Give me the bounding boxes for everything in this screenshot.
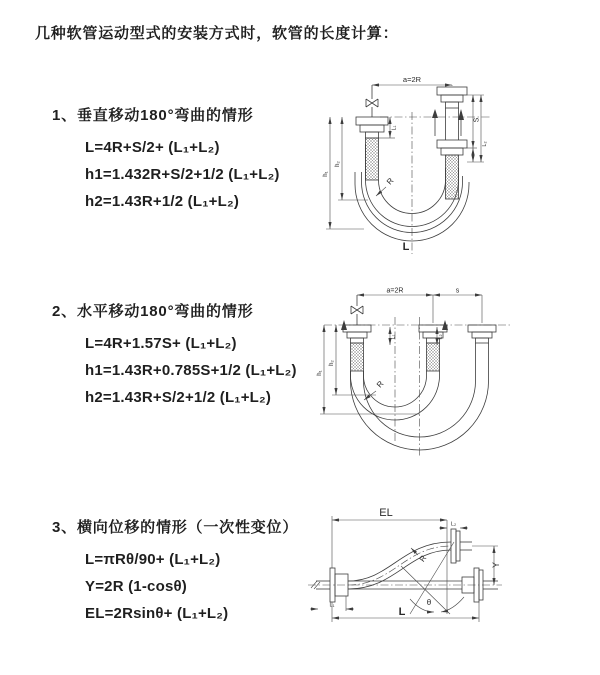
dim-label-radius: R bbox=[417, 553, 429, 564]
dimension-offset-y bbox=[491, 546, 501, 585]
formula-line: L=4R+1.57S+ (L₁+L₂) bbox=[85, 335, 237, 352]
hose-s-curve bbox=[348, 542, 451, 589]
braided-hose-right bbox=[446, 155, 459, 199]
formula-line: L=πRθ/90+ (L₁+L₂) bbox=[85, 551, 221, 568]
dim-label-span: a=2R bbox=[402, 75, 422, 84]
formula-line: L=4R+S/2+ (L₁+L₂) bbox=[85, 139, 220, 156]
formula-list bbox=[85, 330, 297, 411]
dim-label-fitting2: L₂ bbox=[437, 334, 444, 340]
dim-label-h1: h₁ bbox=[323, 171, 329, 177]
formula-line: EL=2Rsinθ+ (L₁+L₂) bbox=[85, 605, 229, 622]
dim-label-h2: h₂ bbox=[329, 360, 335, 366]
construction-lines bbox=[401, 520, 464, 614]
dim-label-fitting2: L₂ bbox=[482, 141, 488, 147]
dim-label-fitting1: L₁ bbox=[390, 334, 397, 340]
diagram-vertical-180-bend-svg bbox=[320, 72, 588, 260]
dim-label-offset: Y bbox=[491, 561, 501, 569]
dimension-h2 bbox=[335, 117, 368, 200]
flange-1 bbox=[343, 325, 371, 343]
braided-hose-1 bbox=[351, 343, 364, 371]
diagram-lateral-displacement bbox=[302, 502, 600, 652]
diagram-horizontal-180-bend bbox=[316, 283, 596, 465]
flange-3 bbox=[468, 325, 496, 379]
braided-hose-2 bbox=[427, 343, 440, 371]
section-heading: 3、横向位移的情形（一次性变位） bbox=[52, 519, 299, 536]
formula-line: h1=1.43R+0.785S+1/2 (L₁+L₂) bbox=[85, 362, 297, 379]
dim-label-span: a=2R bbox=[386, 287, 404, 295]
movement-arrow bbox=[432, 109, 464, 136]
dimension-fitting1 bbox=[390, 327, 397, 345]
dim-label-radius: R bbox=[374, 379, 386, 390]
dim-label-length: L bbox=[398, 606, 406, 618]
section-heading: 2、水平移动180°弯曲的情形 bbox=[52, 303, 254, 320]
valve-icon bbox=[366, 85, 378, 117]
flange-right bbox=[437, 87, 467, 155]
dim-label-h1: h₁ bbox=[317, 370, 323, 376]
section-horizontal-movement bbox=[52, 300, 297, 411]
formula-line: h1=1.432R+S/2+1/2 (L₁+L₂) bbox=[85, 166, 280, 183]
dim-label-length: L bbox=[402, 241, 410, 253]
dim-label-radius: R bbox=[384, 176, 396, 187]
dim-label-h2: h₂ bbox=[335, 161, 341, 167]
dimension-span bbox=[372, 75, 452, 86]
dim-label-fitting1: L₁ bbox=[329, 602, 335, 609]
section-lateral-displacement bbox=[52, 516, 298, 627]
dim-label-angle: θ bbox=[426, 598, 432, 607]
page-title: 几种软管运动型式的安装方式时，软管的长度计算： bbox=[35, 25, 399, 42]
dimension-fitting2 bbox=[481, 95, 488, 162]
dimension-length bbox=[329, 602, 479, 622]
diagram-vertical-180-bend bbox=[320, 72, 588, 260]
formula-line: h2=1.43R+S/2+1/2 (L₁+L₂) bbox=[85, 389, 272, 406]
dim-label-travel: S bbox=[473, 117, 481, 123]
formula-list bbox=[85, 134, 280, 215]
dimension-el bbox=[332, 507, 447, 568]
dim-label-fitting2: L₂ bbox=[450, 521, 457, 528]
dimension-fitting2 bbox=[439, 522, 468, 529]
dim-label-el: EL bbox=[379, 507, 393, 519]
radius-leader bbox=[364, 379, 386, 400]
formula-list bbox=[85, 546, 298, 627]
section-heading: 1、垂直移动180°弯曲的情形 bbox=[52, 107, 254, 124]
dim-label-travel: s bbox=[455, 287, 460, 295]
dimension-h1 bbox=[317, 325, 420, 414]
flange-left bbox=[356, 117, 388, 138]
diagram-lateral-displacement-svg bbox=[302, 502, 600, 652]
flange-upper bbox=[451, 529, 498, 563]
diagram-horizontal-180-bend-svg bbox=[316, 283, 596, 465]
dimension-travel-s bbox=[467, 95, 484, 162]
valve-icon bbox=[351, 295, 363, 325]
braided-hose-left bbox=[366, 138, 379, 180]
dim-label-fitting1: L₁ bbox=[391, 125, 398, 131]
formula-line: Y=2R (1-cosθ) bbox=[85, 578, 187, 595]
formula-line: h2=1.43R+1/2 (L₁+L₂) bbox=[85, 193, 240, 210]
dimension-h1 bbox=[323, 117, 364, 229]
section-vertical-movement bbox=[52, 104, 280, 215]
